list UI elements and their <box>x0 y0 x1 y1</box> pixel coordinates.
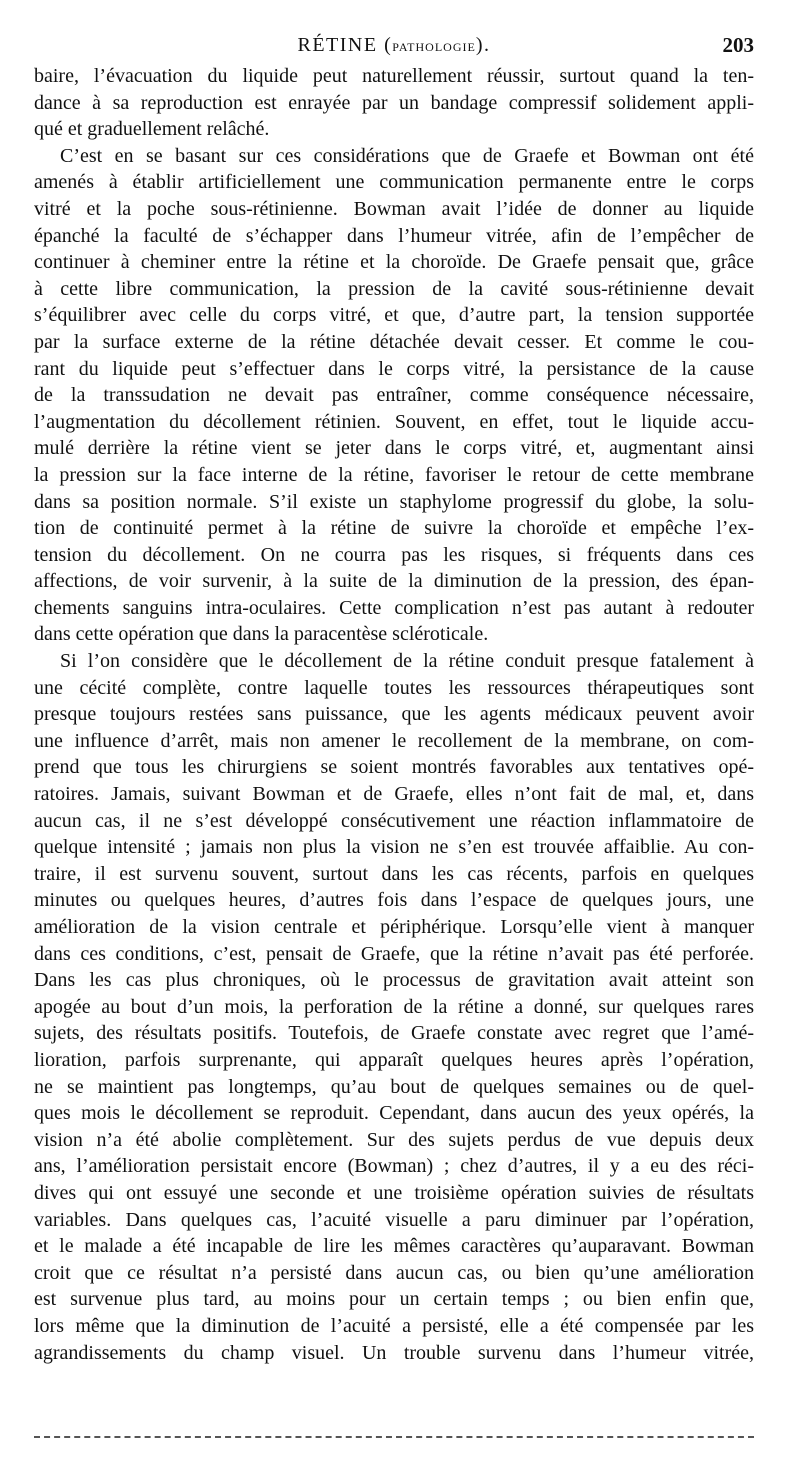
text-line: s’équilibrer avec celle du corps vitré, et que, d’autre part, la tension supportée <box>34 304 754 327</box>
page-number: 203 <box>722 33 754 57</box>
text-line: dans sa position normale. S’il existe un staphylome progressif du globe, la solu- <box>34 490 754 513</box>
footer-rule <box>34 1436 754 1438</box>
text-line: la pression sur la face interne de la rétine, favoriser le retour de cette membrane <box>34 463 754 486</box>
text-line: vision n’a été abolie complètement. Sur des sujets perdus de vue depuis deux <box>34 1128 754 1151</box>
text-line: traire, il est survenu souvent, surtout dans les cas récents, parfois en quelques <box>34 862 754 885</box>
text-line: est survenue plus tard, au moins pour un certain temps ; ou bien enfin que, <box>34 1288 754 1311</box>
text-line: amenés à établir artificiellement une communication permanente entre le corps <box>34 171 754 194</box>
page-header <box>34 30 754 60</box>
text-line: par la surface externe de la rétine détachée devait cesser. Et comme le cou- <box>34 330 754 353</box>
running-title <box>34 30 754 61</box>
text-line: baire, l’évacuation du liquide peut naturellement réussir, surtout quand la ten- <box>34 65 754 87</box>
text-line: rant du liquide peut s’effectuer dans le corps vitré, la persistance de la cause <box>34 357 754 380</box>
text-line: une cécité complète, contre laquelle toutes les ressources thérapeutiques sont <box>34 676 754 699</box>
text-line: amélioration de la vision centrale et périphérique. Lorsqu’elle vient à manquer <box>34 916 754 938</box>
text-line: affections, de voir survenir, à la suite de la diminution de la pression, des épan- <box>34 570 754 593</box>
text-line: vitré et la poche sous-rétinienne. Bowman avait l’idée de donner au liquide <box>34 197 754 220</box>
text-line: dans ces conditions, c’est, pensait de Graefe, que la rétine n’avait pas été perforée. <box>34 942 754 965</box>
running-title-smallcaps: pathologie <box>392 36 476 55</box>
text-line: Dans les cas plus chroniques, où le processus de gravitation avait atteint son <box>34 969 754 992</box>
text-line: ne se maintient pas longtemps, qu’au bout de quelques semaines ou de quel- <box>34 1075 754 1098</box>
text-line: agrandissements du champ visuel. Un trouble survenu dans l’humeur vitrée, <box>34 1341 754 1364</box>
text-line: l’augmentation du décollement rétinien. Souvent, en effet, tout le liquide accu- <box>34 410 754 433</box>
text-line: de la transsudation ne devait pas entraîner, comme conséquence nécessaire, <box>34 384 754 407</box>
text-line: épanché la faculté de s’échapper dans l’humeur vitrée, afin de l’empêcher de <box>34 224 754 247</box>
paragraph <box>34 63 754 143</box>
text-line: tion de continuité permet à la rétine de suivre la choroïde et empêche l’ex- <box>34 517 754 540</box>
text-line: une influence d’arrêt, mais non amener le recollement de la membrane, on com- <box>34 729 754 752</box>
running-title-close: ). <box>475 34 491 56</box>
text-line: ans, l’amélioration persistait encore (Bowman) ; chez d’autres, il y a eu des réci- <box>34 1155 754 1178</box>
text-line: chements sanguins intra-oculaires. Cette complication n’est pas autant à redouter <box>34 596 754 619</box>
text-line: Si l’on considère que le décollement de la rétine conduit presque fatalement à <box>60 650 754 673</box>
text-line: sujets, des résultats positifs. Toutefois, de Graefe constate avec regret que l’amé- <box>34 1022 754 1045</box>
text-line: qué et graduellement relâché. <box>34 118 270 141</box>
text-line: prend que tous les chirurgiens se soient montrés favorables aux tentatives opé- <box>34 756 754 779</box>
text-line: lors même que la diminution de l’acuité a persisté, elle a été compensée par les <box>34 1314 754 1337</box>
text-line: dives qui ont essuyé une seconde et une troisième opération suivies de résultats <box>34 1181 754 1204</box>
text-line: croit que ce résultat n’a persisté dans aucun cas, ou bien qu’une amélioration <box>34 1261 754 1284</box>
running-title-main: RÉTINE ( <box>297 34 393 56</box>
body-text <box>34 63 754 1366</box>
text-line: tension du décollement. On ne courra pas les risques, si fréquents dans ces <box>34 543 754 566</box>
text-line: lioration, parfois surprenante, qui apparaît quelques heures après l’opération, <box>34 1048 754 1071</box>
text-line: ratoires. Jamais, suivant Bowman et de Graefe, elles n’ont fait de mal, et, dans <box>34 783 754 806</box>
paragraph <box>34 143 754 648</box>
text-line: variables. Dans quelques cas, l’acuité visuelle a paru diminuer par l’opération, <box>34 1208 754 1231</box>
text-line: aucun cas, il ne s’est développé consécutivement une réaction inflammatoire de <box>34 809 754 832</box>
text-line: dans cette opération que dans la paracentèse scléroticale. <box>34 623 489 646</box>
text-line: dance à sa reproduction est enrayée par un bandage compressif solidement appli- <box>34 91 754 114</box>
text-line: apogée au bout d’un mois, la perforation de la rétine a donné, sur quelques rares <box>34 995 754 1018</box>
text-line: quelque intensité ; jamais non plus la vision ne s’en est trouvée affaiblie. Au con- <box>34 836 754 859</box>
text-line: ques mois le décollement se reproduit. Cependant, dans aucun des yeux opérés, la <box>34 1102 754 1125</box>
text-line: mulé derrière la rétine vient se jeter dans le corps vitré, et, augmentant ainsi <box>34 437 754 460</box>
text-line: presque toujours restées sans puissance, que les agents médicaux peuvent avoir <box>34 703 754 726</box>
text-line: et le malade a été incapable de lire les mêmes caractères qu’auparavant. Bowman <box>34 1235 754 1258</box>
text-line: C’est en se basant sur ces considérations que de Graefe et Bowman ont été <box>60 144 754 167</box>
paragraph <box>34 648 754 1366</box>
text-line: minutes ou quelques heures, d’autres fois dans l’espace de quelques jours, une <box>34 889 754 912</box>
text-line: continuer à cheminer entre la rétine et la choroïde. De Graefe pensait que, grâce <box>34 251 754 274</box>
text-line: à cette libre communication, la pression de la cavité sous-rétinienne devait <box>34 277 754 300</box>
